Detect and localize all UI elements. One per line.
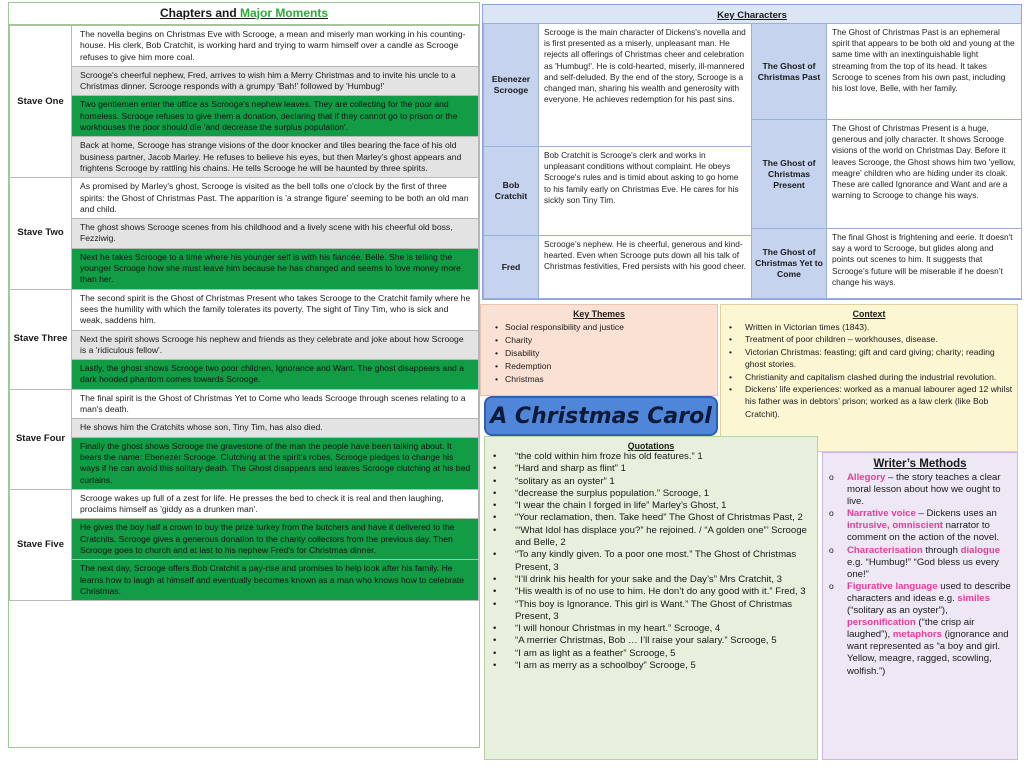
quotation-item: • “I will honour Christmas in my heart.” Scrooge, 4 — [493, 623, 817, 635]
character-name-ghost-present: The Ghost of Christmas Present — [751, 119, 827, 229]
table-row — [10, 419, 479, 437]
chapters-title-part2: Major Moments — [240, 6, 329, 20]
quotation-item: • “His wealth is of no use to him. He don’t do any good with it.” Fred, 3 — [493, 586, 817, 598]
chapter-event: Finally the ghost shows Scrooge the gravestone of the man the people have been talking about. It bears the name: Ebenezer Scrooge. Clutching at the spirit's robes, Scrooge pledges to change his ways if he can avoid this solitary death. The Ghost disappears and leaves Scrooge clutching at his bed curtains. — [72, 437, 479, 489]
quotation-item: • “solitary as an oyster” 1 — [493, 476, 817, 488]
quotation-item: • “This boy is Ignorance. This girl is Want.” The Ghost of Christmas Present, 3 — [493, 599, 817, 624]
table-row — [10, 437, 479, 489]
method-text-char-2: e.g. “Humbug!” “God bless us every one!” — [847, 556, 999, 580]
context-item: • Written in Victorian times (1843). — [729, 321, 1013, 333]
table-row — [10, 330, 479, 360]
quotation-item: • “Your reclamation, then. Take heed” The Ghost of Christmas Past, 2 — [493, 512, 817, 524]
method-term-metaphors: metaphors — [892, 629, 942, 641]
chapter-event: Next he takes Scrooge to a time where his younger self is with his fiancée, Belle. She is telling the younger Scrooge how she must leave him because he has changed and seems to love money more than her. — [72, 248, 479, 289]
character-name-ghost-yet-to-come: The Ghost of Christmas Yet to Come — [751, 228, 827, 299]
title-badge — [484, 396, 718, 436]
method-text-narrative-1: – Dickens uses an — [915, 508, 997, 520]
method-text-char-1: through — [922, 544, 961, 556]
stave-label: Stave Three — [10, 289, 72, 389]
table-row — [10, 360, 479, 390]
table-row — [10, 289, 479, 330]
method-characterisation — [827, 545, 1013, 581]
method-term-figurative: Figurative language — [847, 580, 938, 592]
method-term-allegory: Allegory — [847, 472, 886, 483]
character-desc-ghost-present: The Ghost of Christmas Present is a huge, generous and jolly character. It shows Scrooge visions of the world on Christmas Day. Before it leaves Scrooge, the Ghost shows him two 'yellow, meagre' children who are hiding under its cloak. These are called Ignorance and Want and are a warning to Scrooge to change his ways. — [826, 119, 1022, 229]
chapters-title-part1: Chapters and — [159, 6, 240, 20]
quotation-item: • “I’ll drink his health for your sake and the Day’s” Mrs Cratchit, 3 — [493, 574, 817, 586]
stave-label: Stave Five — [10, 489, 72, 600]
character-desc-bob-cratchit: Bob Cratchit is Scrooge's clerk and works in unpleasant conditions without complaint. He obeys Scrooge's rules and is timid about asking to go home to his family early on Christmas Eve. He cares for his sickly son Tiny Tim. — [538, 146, 752, 236]
method-term-dialogue: dialogue — [960, 544, 1001, 556]
quotations-list — [485, 451, 817, 672]
quotation-item: • “I am as light as a feather” Scrooge, 5 — [493, 648, 817, 660]
context-item: • Dickens’ life experiences: worked as a manual labourer aged 12 whilst his father was in debtors’ prison; worked as a law clerk (like Bob Cratchit). — [729, 383, 1013, 420]
method-text-fig-2: (“solitary as an oyster”), — [847, 605, 948, 617]
context-item: • Treatment of poor children – workhouses, disease. — [729, 333, 1013, 345]
context-list — [721, 319, 1017, 420]
character-desc-ghost-past: The Ghost of Christmas Past is an ephemeral spirit that appears to be both old and young at the same time with an inextinguishable light streaming from the top of its head. It takes Scrooge to scenes from his own past, including his lost love, Belle, with her family. — [826, 23, 1022, 120]
quotation-item: • “Hard and sharp as flint” 1 — [493, 463, 817, 475]
method-term-characterisation: Characterisation — [847, 544, 923, 556]
quotation-item: • “I wear the chain I forged in life” Marley’s Ghost, 1 — [493, 500, 817, 512]
stave-label: Stave Two — [10, 178, 72, 289]
quotations-panel — [484, 436, 818, 760]
context-item: • Victorian Christmas: feasting; gift and card giving; charity; reading ghost stories. — [729, 346, 1013, 371]
table-row — [10, 96, 479, 137]
chapters-panel — [8, 2, 480, 748]
theme-item: • Redemption — [495, 360, 717, 373]
table-row — [10, 137, 479, 178]
chapters-title — [9, 3, 479, 25]
method-figurative-language — [827, 581, 1013, 678]
character-desc-scrooge: Scrooge is the main character of Dickens's novella and is first presented as a miserly, unpleasant man. He rejects all offerings of Christmas cheer and celebration as 'Humbug!'. He is cold-hearted, miserly, ill-mannered and self-deluded. By the end of the story, Scrooge is a changed man, sharing his wealth and generosity with everyone. He achieves redemption for his past sins. — [538, 23, 752, 147]
table-row — [10, 248, 479, 289]
method-allegory — [827, 472, 1013, 508]
title-text: A Christmas Carol — [490, 403, 712, 429]
quotation-item: • “To any kindly given. To a poor one most.” The Ghost of Christmas Present, 3 — [493, 549, 817, 574]
character-name-scrooge: Ebenezer Scrooge — [483, 23, 539, 147]
chapter-event: The second spirit is the Ghost of Christmas Present who takes Scrooge to the Cratchit family where he sees the humility with which the family tolerates its poverty. The sight of Tiny Tim, who is sick and weak, saddens him. — [72, 289, 479, 330]
theme-item: • Charity — [495, 334, 717, 347]
chapters-table — [9, 25, 479, 601]
character-name-ghost-past: The Ghost of Christmas Past — [751, 23, 827, 120]
table-row — [10, 389, 479, 419]
stave-label: Stave One — [10, 26, 72, 178]
quotation-item: • ‘“What Idol has displace you?” he rejoined. / “A golden one”’ Scrooge and Belle, 2 — [493, 525, 817, 550]
method-narrative-voice — [827, 508, 1013, 544]
context-title: Context — [852, 309, 886, 319]
table-row — [10, 178, 479, 219]
key-themes-title: Key Themes — [573, 309, 625, 319]
chapter-event: Scrooge's cheerful nephew, Fred, arrives to wish him a Merry Christmas and to invite his uncle to a Christmas dinner. Scrooge responds with a grumpy 'Bah!' followed by 'Humbug!' — [72, 66, 479, 96]
chapter-event: The next day, Scrooge offers Bob Cratchit a pay-rise and promises to help look after his family. He learns how to laugh at himself and eventually becomes known as a man who knows how to celebrate Christmas. — [72, 560, 479, 601]
quotations-title: Quotations — [627, 441, 675, 451]
stave-label: Stave Four — [10, 389, 72, 489]
key-characters-title: Key Characters — [717, 10, 787, 21]
method-text-fig-3: (“the crisp air laughed”), — [847, 617, 975, 641]
table-row — [10, 26, 479, 67]
key-themes-list — [481, 319, 717, 386]
context-panel — [720, 304, 1018, 452]
context-item: • Christianity and capitalism clashed during the industrial revolution. — [729, 371, 1013, 383]
quotation-item: • “A merrier Christmas, Bob … I’ll raise your salary.” Scrooge, 5 — [493, 635, 817, 647]
table-row — [10, 66, 479, 96]
quotation-item: • “I am as merry as a schoolboy” Scrooge, 5 — [493, 660, 817, 672]
theme-item: • Christmas — [495, 373, 717, 386]
writers-methods-panel — [822, 452, 1018, 760]
chapter-event: Lastly, the ghost shows Scrooge two poor children, Ignorance and Want. The ghost disappears and a dark hooded phantom comes towards Scrooge. — [72, 360, 479, 390]
table-row — [10, 489, 479, 519]
theme-item: • Social responsibility and justice — [495, 321, 717, 334]
method-text-allegory: – the story teaches a clear moral lesson about how we ought to live. — [847, 472, 1001, 508]
method-text-narrative-2: narrator to comment on the action of the novel. — [847, 520, 999, 544]
chapter-event: He gives the boy half a crown to buy the prize turkey from the butchers and have it delivered to the Cratchits. Scrooge gives a generous donation to the charity collectors from the previous day. Then Scrooge goes to church and at last to his nephew Fred's for Christmas dinner. — [72, 519, 479, 560]
method-term-similes: similes — [957, 592, 990, 604]
character-desc-ghost-yet-to-come: The final Ghost is frightening and eerie. It doesn't say a word to Scrooge, but glides along and points out scenes to him. It suggests that Scrooge’s future will be miserable if he doesn’t change his ways. — [826, 228, 1022, 299]
chapter-event: The novella begins on Christmas Eve with Scrooge, a mean and miserly man working in his counting-house. His clerk, Bob Cratchit, is working hard and trying to warm himself over a candle as Scrooge refuses to give him more coal. — [72, 26, 479, 67]
quotation-item: • “the cold within him froze his old features.” 1 — [493, 451, 817, 463]
chapter-event: As promised by Marley's ghost, Scrooge is visited as the bell tolls one o'clock by the first of three spirits: the Ghost of Christmas Past. The apparition is 'a strange figure' seeming to be both an old man and child. — [72, 178, 479, 219]
writers-methods-title: Writer’s Methods — [873, 458, 967, 470]
chapter-event: He shows him the Cratchits whose son, Tiny Tim, has also died. — [72, 419, 479, 437]
chapter-event: Next the spirit shows Scrooge his nephew and friends as they celebrate and joke about how Scrooge is a 'ridiculous fellow'. — [72, 330, 479, 360]
method-text-fig-4: (ignorance and want represented as “a boy and girl. Yellow, meagre, ragged, scowling, wolfish.”) — [847, 629, 1009, 677]
character-desc-fred: Scrooge’s nephew. He is cheerful, generous and kind-hearted. Even when Scrooge puts down all his talk of Christmas festivities, Fred persists with his good cheer. — [538, 235, 752, 299]
chapter-event: Two gentlemen enter the office as Scrooge's nephew leaves. They are collecting for the poor and homeless. Scrooge refuses to give them a donation, declaring that if they cannot go to prison or the workhouses the poor should die 'and decrease the surplus population'. — [72, 96, 479, 137]
quotation-item: • “decrease the surplus population.” Scrooge, 1 — [493, 488, 817, 500]
table-row — [10, 219, 479, 249]
table-row — [10, 560, 479, 601]
chapter-event: The ghost shows Scrooge scenes from his childhood and a lively scene with his cheerful old boss, Fezziwig. — [72, 219, 479, 249]
method-term-narrative: Narrative voice — [847, 508, 916, 520]
method-term-intrusive: intrusive, omniscient — [847, 520, 943, 532]
chapter-event: Back at home, Scrooge has strange visions of the door knocker and tiles bearing the face of his old business partner, Jacob Marley. He refuses to believe his eyes, but then Marley's ghost appears and frightens Scrooge by rattling his chains. He tells Scrooge he will be haunted by three spirits. — [72, 137, 479, 178]
chapter-event: Scrooge wakes up full of a zest for life. He presses the bed to check it is real and then laughing, proclaims himself as 'giddy as a drunken man'. — [72, 489, 479, 519]
table-row — [10, 519, 479, 560]
method-text-fig-1: used to describe characters and ideas e.g. — [847, 580, 1011, 604]
character-name-bob-cratchit: Bob Cratchit — [483, 146, 539, 236]
chapter-event: The final spirit is the Ghost of Christmas Yet to Come who leads Scrooge through scenes relating to a man's death. — [72, 389, 479, 419]
theme-item: • Disability — [495, 347, 717, 360]
key-characters-panel — [482, 4, 1022, 300]
key-themes-panel — [480, 304, 718, 396]
character-name-fred: Fred — [483, 235, 539, 299]
method-term-personification: personification — [847, 617, 916, 629]
writers-methods-list — [823, 472, 1017, 678]
